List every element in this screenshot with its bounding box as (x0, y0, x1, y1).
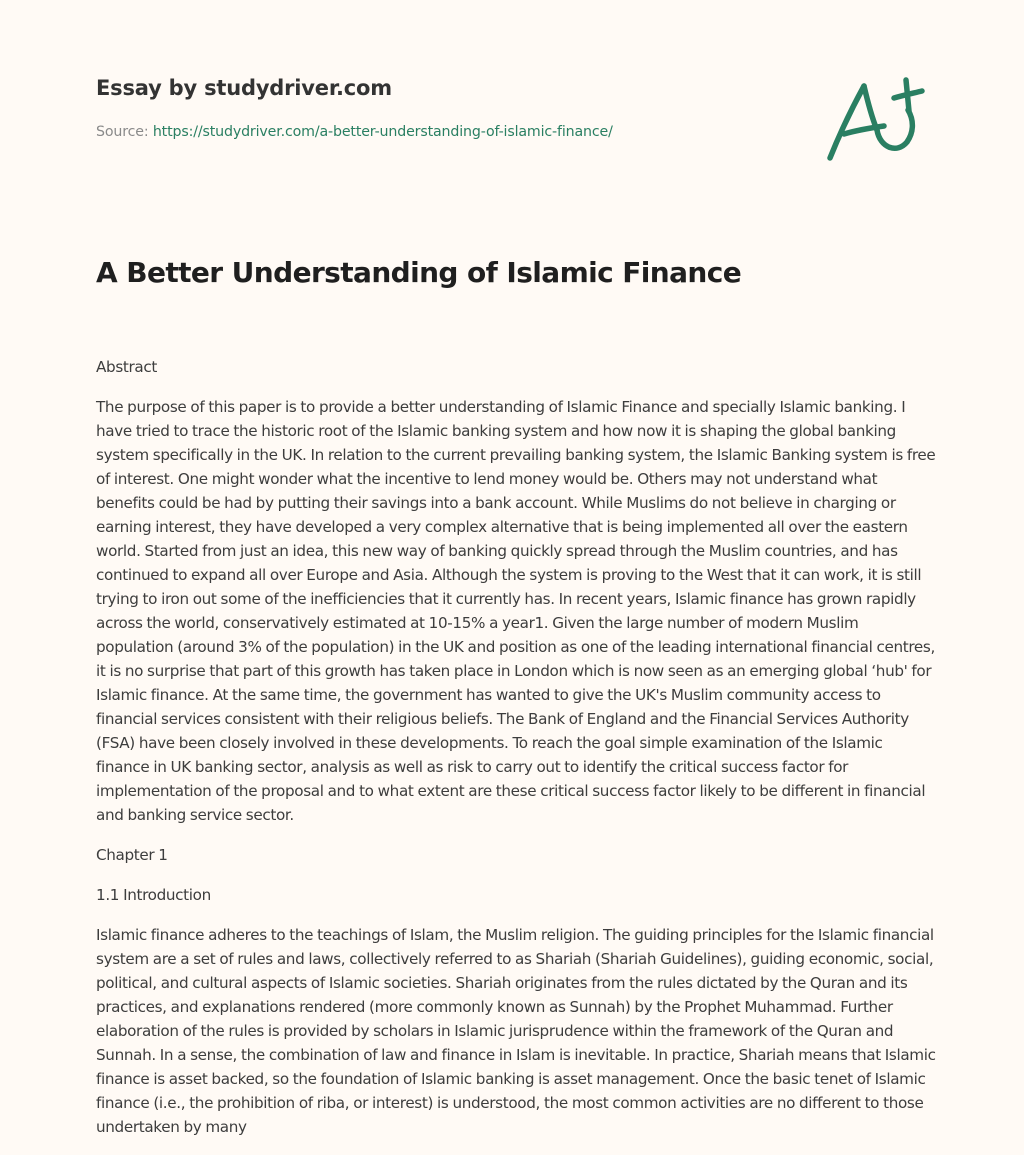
introduction-paragraph: Islamic finance adheres to the teachings of Islam, the Muslim religion. The guiding principles for the Islamic financial system are a set of rules and laws, collectively referred to as Shariah (Shariah Guidelines), guiding economic, social, political, and cultural aspects of Islamic societies. Shariah originates from the rules dictated by the Quran and its practices, and explanations rendered (more commonly known as Sunnah) by the Prophet Muhammad. Further elaboration of the rules is provided by scholars in Islamic jurisprudence within the framework of the Quran and Sunnah. In a sense, the combination of law and finance in Islam is inevitable. In practice, Shariah means that Islamic finance is asset backed, so the foundation of Islamic banking is asset management. Once the basic tenet of Islamic finance (i.e., the prohibition of riba, or interest) is understood, the most common activities are no different to those undertaken by many (96, 926, 936, 1136)
section-heading-introduction: 1.1 Introduction (96, 886, 211, 904)
section-heading-chapter-1: Chapter 1 (96, 846, 168, 864)
abstract-paragraph: The purpose of this paper is to provide a better understanding of Islamic Finance and specially Islamic banking. I have tried to trace the historic root of the Islamic banking system and how now it is shaping the global banking system specifically in the UK. In relation to the current prevailing banking system, the Islamic Banking system is free of interest. One might wonder what the incentive to lend money would be. Others may not understand what benefits could be had by putting their savings into a bank account. While Muslims do not believe in charging or earning interest, they have developed a very complex alternative that is being implemented all over the eastern world. Started from just an idea, this new way of banking quickly spread through the Muslim countries, and has continued to expand all over Europe and Asia. Although the system is proving to the West that it can work, it is still trying to iron out some of the inefficiencies that it currently has. In recent years, Islamic finance has grown rapidly across the world, conservatively estimated at 10-15% a year1. Given the large number of modern Muslim population (around 3% of the population) in the UK and position as one of the leading international financial centres, it is no surprise that part of this growth has taken place in London which is now seen as an emerging global ‘hub' for Islamic finance. At the same time, the government has wanted to give the UK's Muslim community access to financial services consistent with their religious beliefs. The Bank of England and the Financial Services Authority (FSA) have been closely involved in these developments. To reach the goal simple examination of the Islamic finance in UK banking sector, analysis as well as risk to carry out to identify the critical success factor for implementation of the proposal and to what extent are these critical success factor likely to be different in financial and banking service sector. (96, 398, 936, 824)
source-label: Source: (96, 124, 153, 140)
essay-content (96, 355, 936, 1155)
source-line (96, 124, 613, 140)
a-plus-grade-icon (822, 68, 932, 168)
source-link[interactable]: https://studydriver.com/a-better-understanding-of-islamic-finance/ (152, 124, 613, 140)
section-heading-abstract: Abstract (96, 358, 157, 376)
page-title: A Better Understanding of Islamic Finance (96, 256, 742, 289)
site-brand: Essay by studydriver.com (96, 76, 392, 100)
